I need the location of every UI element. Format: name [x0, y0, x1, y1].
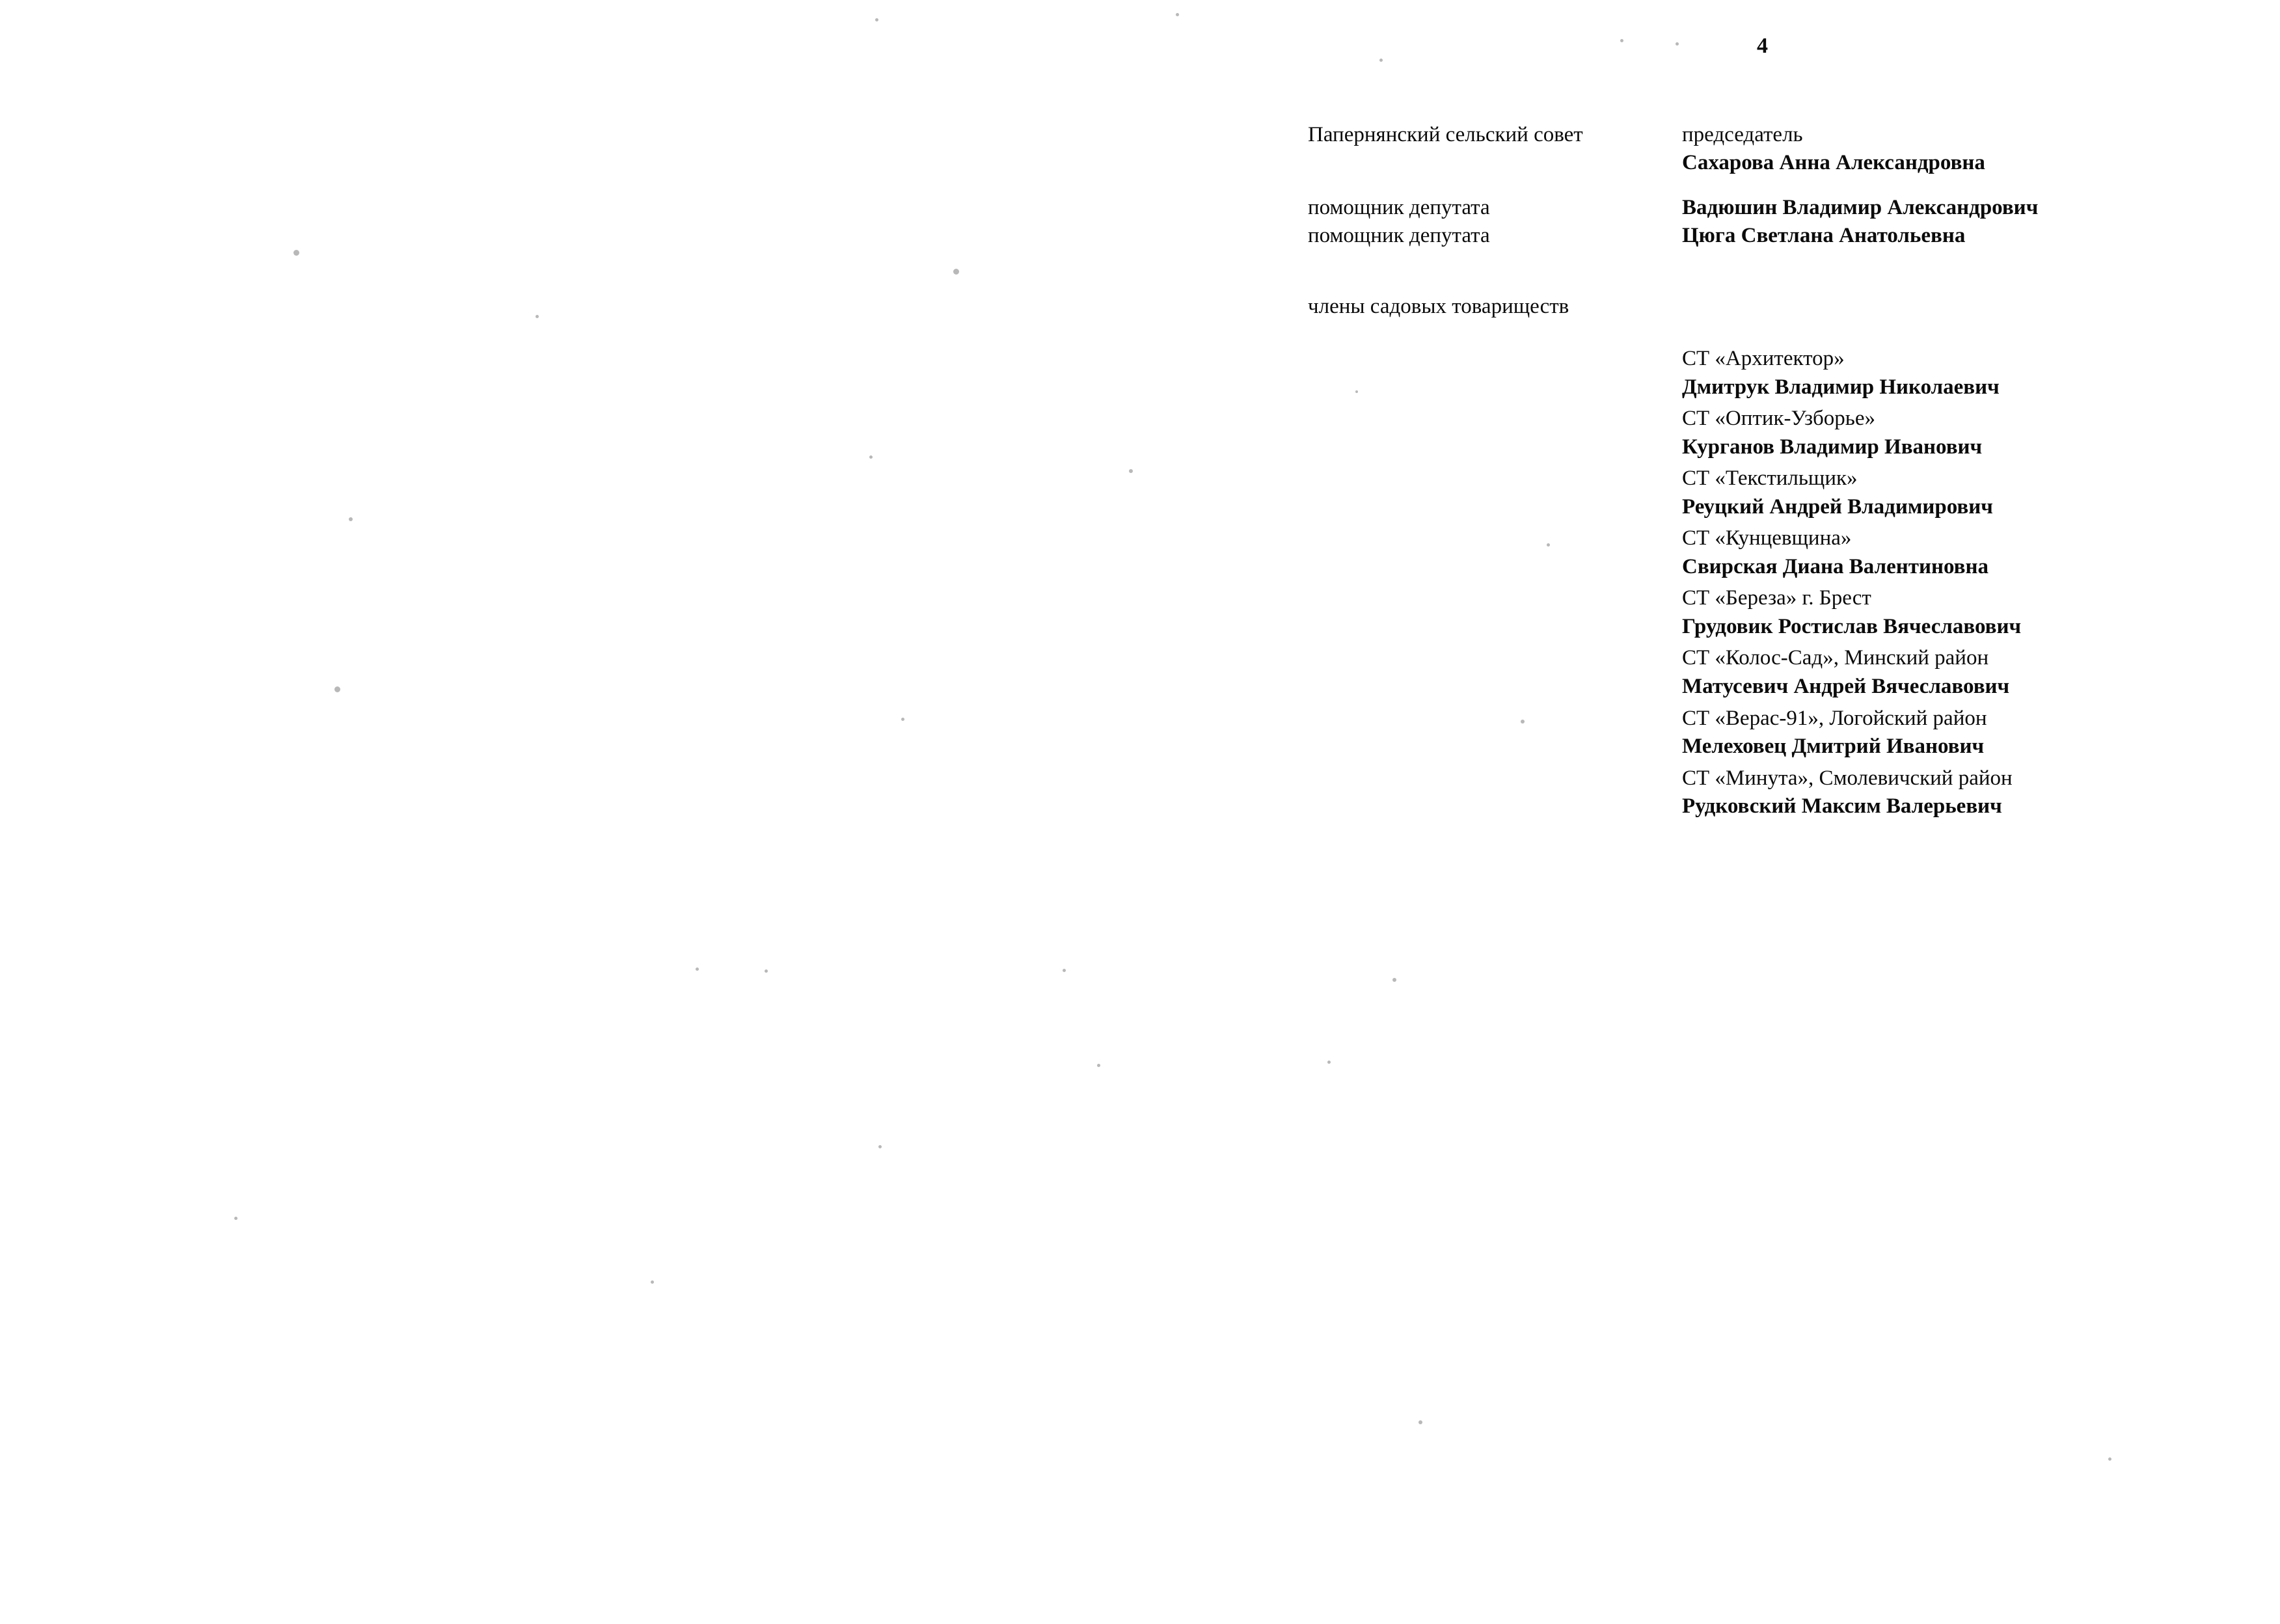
person-name: Курганов Владимир Иванович: [1682, 435, 1983, 459]
role-cell: члены садовых товариществ: [1308, 294, 1569, 318]
list-item: [1682, 405, 2177, 461]
members-list: [1682, 345, 2177, 824]
row-spacer: [1308, 250, 2167, 293]
table-row: [1308, 149, 2167, 177]
society-name: СТ «Минута», Смолевичский район: [1682, 766, 2013, 790]
society-name: СТ «Архитектор»: [1682, 347, 1845, 370]
role-cell: помощник депутата: [1308, 223, 1490, 247]
name-cell: председатель: [1682, 123, 1803, 146]
society-name: СТ «Оптик-Узборье»: [1682, 407, 1875, 431]
person-name: Реуцкий Андрей Владимирович: [1682, 494, 1993, 519]
table-row: [1308, 194, 2167, 222]
table-row: [1308, 222, 2167, 250]
person-name: Дмитрук Владимир Николаевич: [1682, 375, 2000, 399]
society-name: СТ «Кунцевщина»: [1682, 526, 1852, 550]
table-row: [1308, 293, 2167, 321]
person-cell: Цюга Светлана Анатольевна: [1682, 223, 1966, 247]
list-item: [1682, 584, 2177, 641]
person-cell: Сахарова Анна Александровна: [1682, 150, 1985, 174]
roster-table: [1308, 121, 2167, 320]
list-item: [1682, 524, 2177, 581]
person-name: Матусевич Андрей Вячеславович: [1682, 675, 2010, 699]
society-name: СТ «Текстильщик»: [1682, 467, 1858, 491]
society-name: СТ «Колос-Сад», Минский район: [1682, 646, 1989, 670]
list-item: [1682, 644, 2177, 701]
role-cell: Папернянский сельский совет: [1308, 123, 1583, 146]
person-name: Рудковский Максим Валерьевич: [1682, 794, 2002, 819]
page-number: 4: [1757, 34, 1769, 58]
role-cell: помощник депутата: [1308, 195, 1490, 219]
list-item: [1682, 465, 2177, 521]
society-name: СТ «Верас-91», Логойский район: [1682, 706, 1987, 730]
list-item: [1682, 345, 2177, 401]
person-name: Мелеховец Дмитрий Иванович: [1682, 735, 1985, 759]
person-name: Грудовик Ростислав Вячеславович: [1682, 614, 2022, 638]
list-item: [1682, 765, 2177, 821]
society-name: СТ «Береза» г. Брест: [1682, 586, 1871, 610]
person-name: Свирская Диана Валентиновна: [1682, 554, 1988, 578]
table-row: [1308, 121, 2167, 149]
list-item: [1682, 705, 2177, 761]
person-cell: Вадюшин Владимир Александрович: [1682, 195, 2039, 219]
row-spacer: [1308, 177, 2167, 194]
